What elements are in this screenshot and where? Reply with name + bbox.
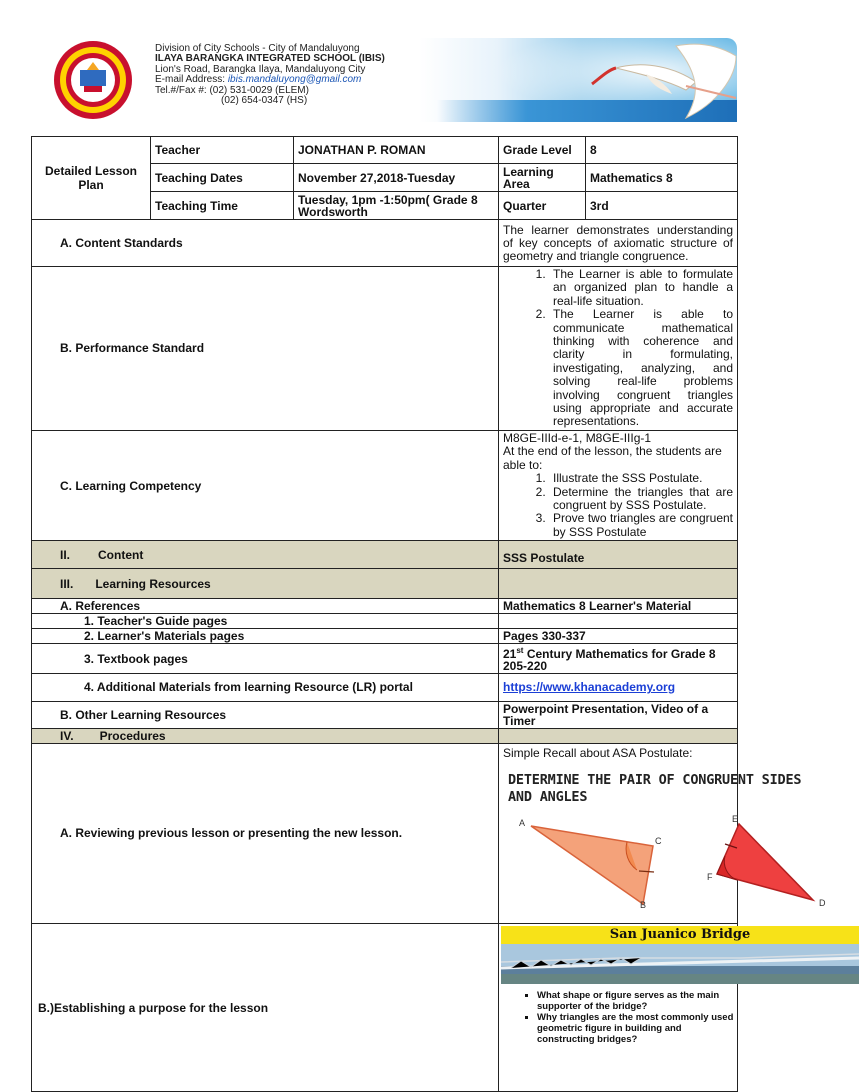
recall-slide-title: DETERMINE THE PAIR OF CONGRUENT SIDES AND ANGLES [508, 772, 802, 806]
references-value: Mathematics 8 Learner's Material [499, 599, 738, 614]
bridge-title: San Juanico Bridge [501, 926, 859, 944]
other-resources-label: B. Other Learning Resources [32, 702, 499, 729]
content-row [32, 541, 738, 569]
grade-value: 8 [586, 137, 738, 164]
purpose-row [32, 924, 738, 1092]
textbook-row [32, 644, 738, 674]
teacher-value: JONATHAN P. ROMAN [294, 137, 499, 164]
performance-item: 2. The Learner is able to communicate mathematical thinking with coherence and clarity in formulating, investigating, analyzing, and solving real-life problems involving congruent triangles using appropriate and accurate representations. [549, 308, 733, 429]
competency-item: 2. Determine the triangles that are congruent by SSS Postulate. [549, 486, 733, 513]
purpose-cell [499, 924, 751, 1092]
teachers-guide-label: 1. Teacher's Guide pages [32, 614, 499, 629]
content-standards-text: The learner demonstrates understanding of key concepts of axiomatic structure of geometry and triangle congruence. [499, 220, 738, 267]
email-line: E-mail Address: ibis.mandaluyong@gmail.com [155, 74, 362, 86]
performance-standard-label: B. Performance Standard [32, 267, 499, 431]
competency-intro: At the end of the lesson, the students are able to: [503, 444, 722, 472]
triangle-efd [707, 814, 826, 908]
procedures-empty [499, 729, 738, 744]
performance-standard-cell [499, 267, 738, 431]
other-resources-value: Powerpoint Presentation, Video of a Timer [499, 702, 738, 729]
performance-standard-row [32, 267, 738, 431]
dates-label: Teaching Dates [151, 164, 294, 192]
dates-value: November 27,2018-Tuesday [294, 164, 499, 192]
plan-title: Detailed Lesson Plan [32, 137, 151, 220]
review-cell [499, 744, 826, 924]
additional-materials-label: 4. Additional Materials from learning Resource (LR) portal [32, 674, 499, 702]
quarter-label: Quarter [499, 192, 586, 220]
question-item: ▪ Why triangles are the most commonly used geometric figure in building and constructing bridges? [537, 1012, 737, 1045]
khan-academy-link[interactable]: https://www.khanacademy.org [503, 680, 676, 695]
bridge-slide [501, 926, 859, 984]
learning-competency-row [32, 430, 738, 540]
tel-line-1: Tel.#/Fax #: (02) 531-0029 (ELEM) [155, 84, 309, 96]
grade-label: Grade Level [499, 137, 586, 164]
textbook-label: 3. Textbook pages [32, 644, 499, 674]
competency-list [503, 472, 733, 539]
textbook-value: 21st Century Mathematics for Grade 8 205-220 [499, 644, 738, 674]
time-value: Tuesday, 1pm -1:50pm( Grade 8 Wordsworth [294, 192, 499, 220]
vertex-label: E [732, 814, 739, 825]
bridge-photo [501, 944, 859, 984]
question-item: ▪ What shape or figure serves as the main supporter of the bridge? [537, 990, 737, 1012]
review-intro: Simple Recall about ASA Postulate: [503, 746, 693, 761]
vertex-label: F [707, 872, 713, 883]
learning-resources-empty [499, 569, 738, 599]
learning-competency-cell [499, 430, 738, 540]
review-label: A. Reviewing previous lesson or presenting the new lesson. [32, 744, 499, 924]
area-value: Mathematics 8 [586, 164, 738, 192]
performance-list [503, 268, 733, 429]
triangle-acb [519, 818, 662, 910]
quarter-value: 3rd [586, 192, 738, 220]
other-resources-row [32, 702, 738, 729]
competency-item: 1. Illustrate the SSS Postulate. [549, 472, 733, 485]
area-label: Learning Area [499, 164, 586, 192]
procedures-heading: IV. Procedures [32, 729, 499, 744]
info-row-teacher [32, 137, 738, 164]
vertex-label: A [519, 818, 526, 829]
learning-resources-heading: III. Learning Resources [32, 569, 499, 599]
learning-resources-row [32, 569, 738, 599]
additional-materials-row [32, 674, 738, 702]
lesson-plan-table [31, 136, 826, 1092]
school-header-banner [31, 38, 737, 122]
teachers-guide-value [499, 614, 738, 629]
performance-item: 1. The Learner is able to formulate an organized plan to handle a real-life situation. [549, 268, 733, 308]
references-row [32, 599, 738, 614]
vertex-label: C [655, 836, 662, 847]
purpose-label: B.)Establishing a purpose for the lesson [32, 924, 499, 1092]
content-heading: II. Content [32, 541, 499, 569]
procedures-row [32, 729, 738, 744]
division-line: Division of City Schools - City of Mandaluyong [155, 43, 360, 54]
school-seal-logo [53, 40, 133, 120]
content-standards-label: A. Content Standards [32, 220, 499, 267]
vertex-label: B [640, 900, 647, 911]
learners-materials-value: Pages 330-337 [499, 629, 738, 644]
references-label: A. References [32, 599, 499, 614]
purpose-questions [499, 990, 737, 1045]
learners-materials-label: 2. Learner's Materials pages [32, 629, 499, 644]
school-name: ILAYA BARANGKA INTEGRATED SCHOOL (IBIS) [155, 53, 385, 65]
teacher-label: Teacher [151, 137, 294, 164]
teachers-guide-row [32, 614, 738, 629]
vertex-label: D [819, 898, 826, 909]
content-value: SSS Postulate [499, 541, 738, 569]
school-info [155, 44, 385, 106]
learners-materials-row [32, 629, 738, 644]
competency-codes: M8GE-IIId-e-1, M8GE-IIIg-1 [503, 430, 652, 445]
learning-competency-label: C. Learning Competency [32, 430, 499, 540]
congruent-triangles-figure [503, 808, 858, 911]
school-address: Lion's Road, Barangka Ilaya, Mandaluyong City [155, 63, 366, 75]
additional-materials-value [499, 674, 738, 702]
time-label: Teaching Time [151, 192, 294, 220]
tel-line-2: (02) 654-0347 (HS) [221, 95, 308, 107]
email-value: ibis.mandaluyong@gmail.com [227, 74, 362, 86]
content-standards-row [32, 220, 738, 267]
ibis-bird-illustration [586, 38, 766, 122]
review-row [32, 744, 738, 924]
competency-item: 3. Prove two triangles are congruent by SSS Postulate [549, 512, 733, 539]
